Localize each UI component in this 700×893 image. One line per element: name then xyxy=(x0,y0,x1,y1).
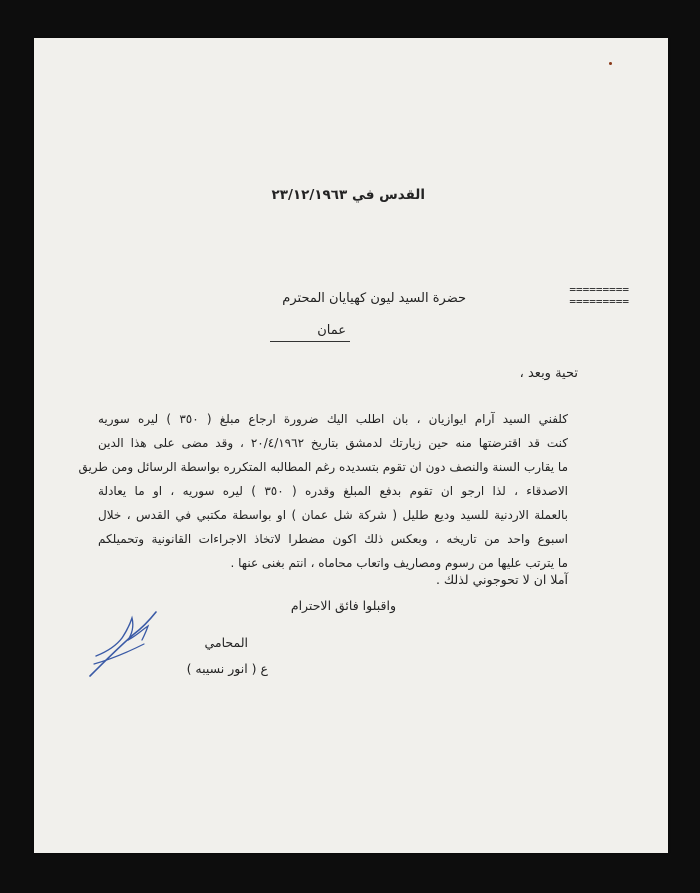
closing-regards: واقبلوا فائق الاحترام xyxy=(290,598,396,613)
reference-mark-line: ========= xyxy=(569,283,629,296)
greeting: تحية وبعد ، xyxy=(519,366,578,381)
body-line: كنت قد اقترضتها منه حين زيارتك لدمشق بتاريخ ٢٠/٤/١٩٦٢ ، وقد مضى على هذا الدين xyxy=(98,436,568,450)
signatory-name: ع ( انور نسيبه ) xyxy=(186,661,268,676)
closing-hope: آملا ان لا تحوجوني لذلك . xyxy=(435,572,568,587)
recipient-city: عمان xyxy=(270,323,350,342)
body-line: ما يقارب السنة والنصف دون ان تقوم بتسديده رغم المطالبه المتكرره بواسطة الرسائل ومن طريق xyxy=(78,460,568,474)
letter-date: القدس في ٢٣/١٢/١٩٦٣ xyxy=(271,187,425,203)
letter-page xyxy=(34,38,668,853)
body-line: الاصدقاء ، لذا ارجو ان تقوم بدفع المبلغ وقدره ( ٣٥٠ ) ليره سوريه ، او ما يعادلة xyxy=(98,484,569,498)
body-line: بالعملة الاردنية للسيد وديع طليل ( شركة شل عمان ) او بواسطة مكتبي في القدس ، خلال xyxy=(98,508,568,522)
reference-marks xyxy=(569,284,629,308)
recipient-line: حضرة السيد ليون كهيايان المحترم xyxy=(282,291,466,306)
body-line: ما يترتب عليها من رسوم ومصاريف واتعاب محاماه ، انتم بغنى عنها . xyxy=(230,556,568,570)
body-line: اسبوع واحد من تاريخه ، وبعكس ذلك اكون مضطرا لاتخاذ الاجراءات القانونية وتحميلكم xyxy=(98,532,568,546)
handwritten-signature xyxy=(86,604,166,684)
body-line: كلفني السيد آرام ايوازيان ، بان اطلب اليك ضرورة ارجاع مبلغ ( ٣٥٠ ) ليره سوريه xyxy=(98,412,568,426)
signatory-title: المحامي xyxy=(204,635,248,650)
paper-mark xyxy=(609,62,612,65)
reference-mark-line: ========= xyxy=(569,295,629,308)
